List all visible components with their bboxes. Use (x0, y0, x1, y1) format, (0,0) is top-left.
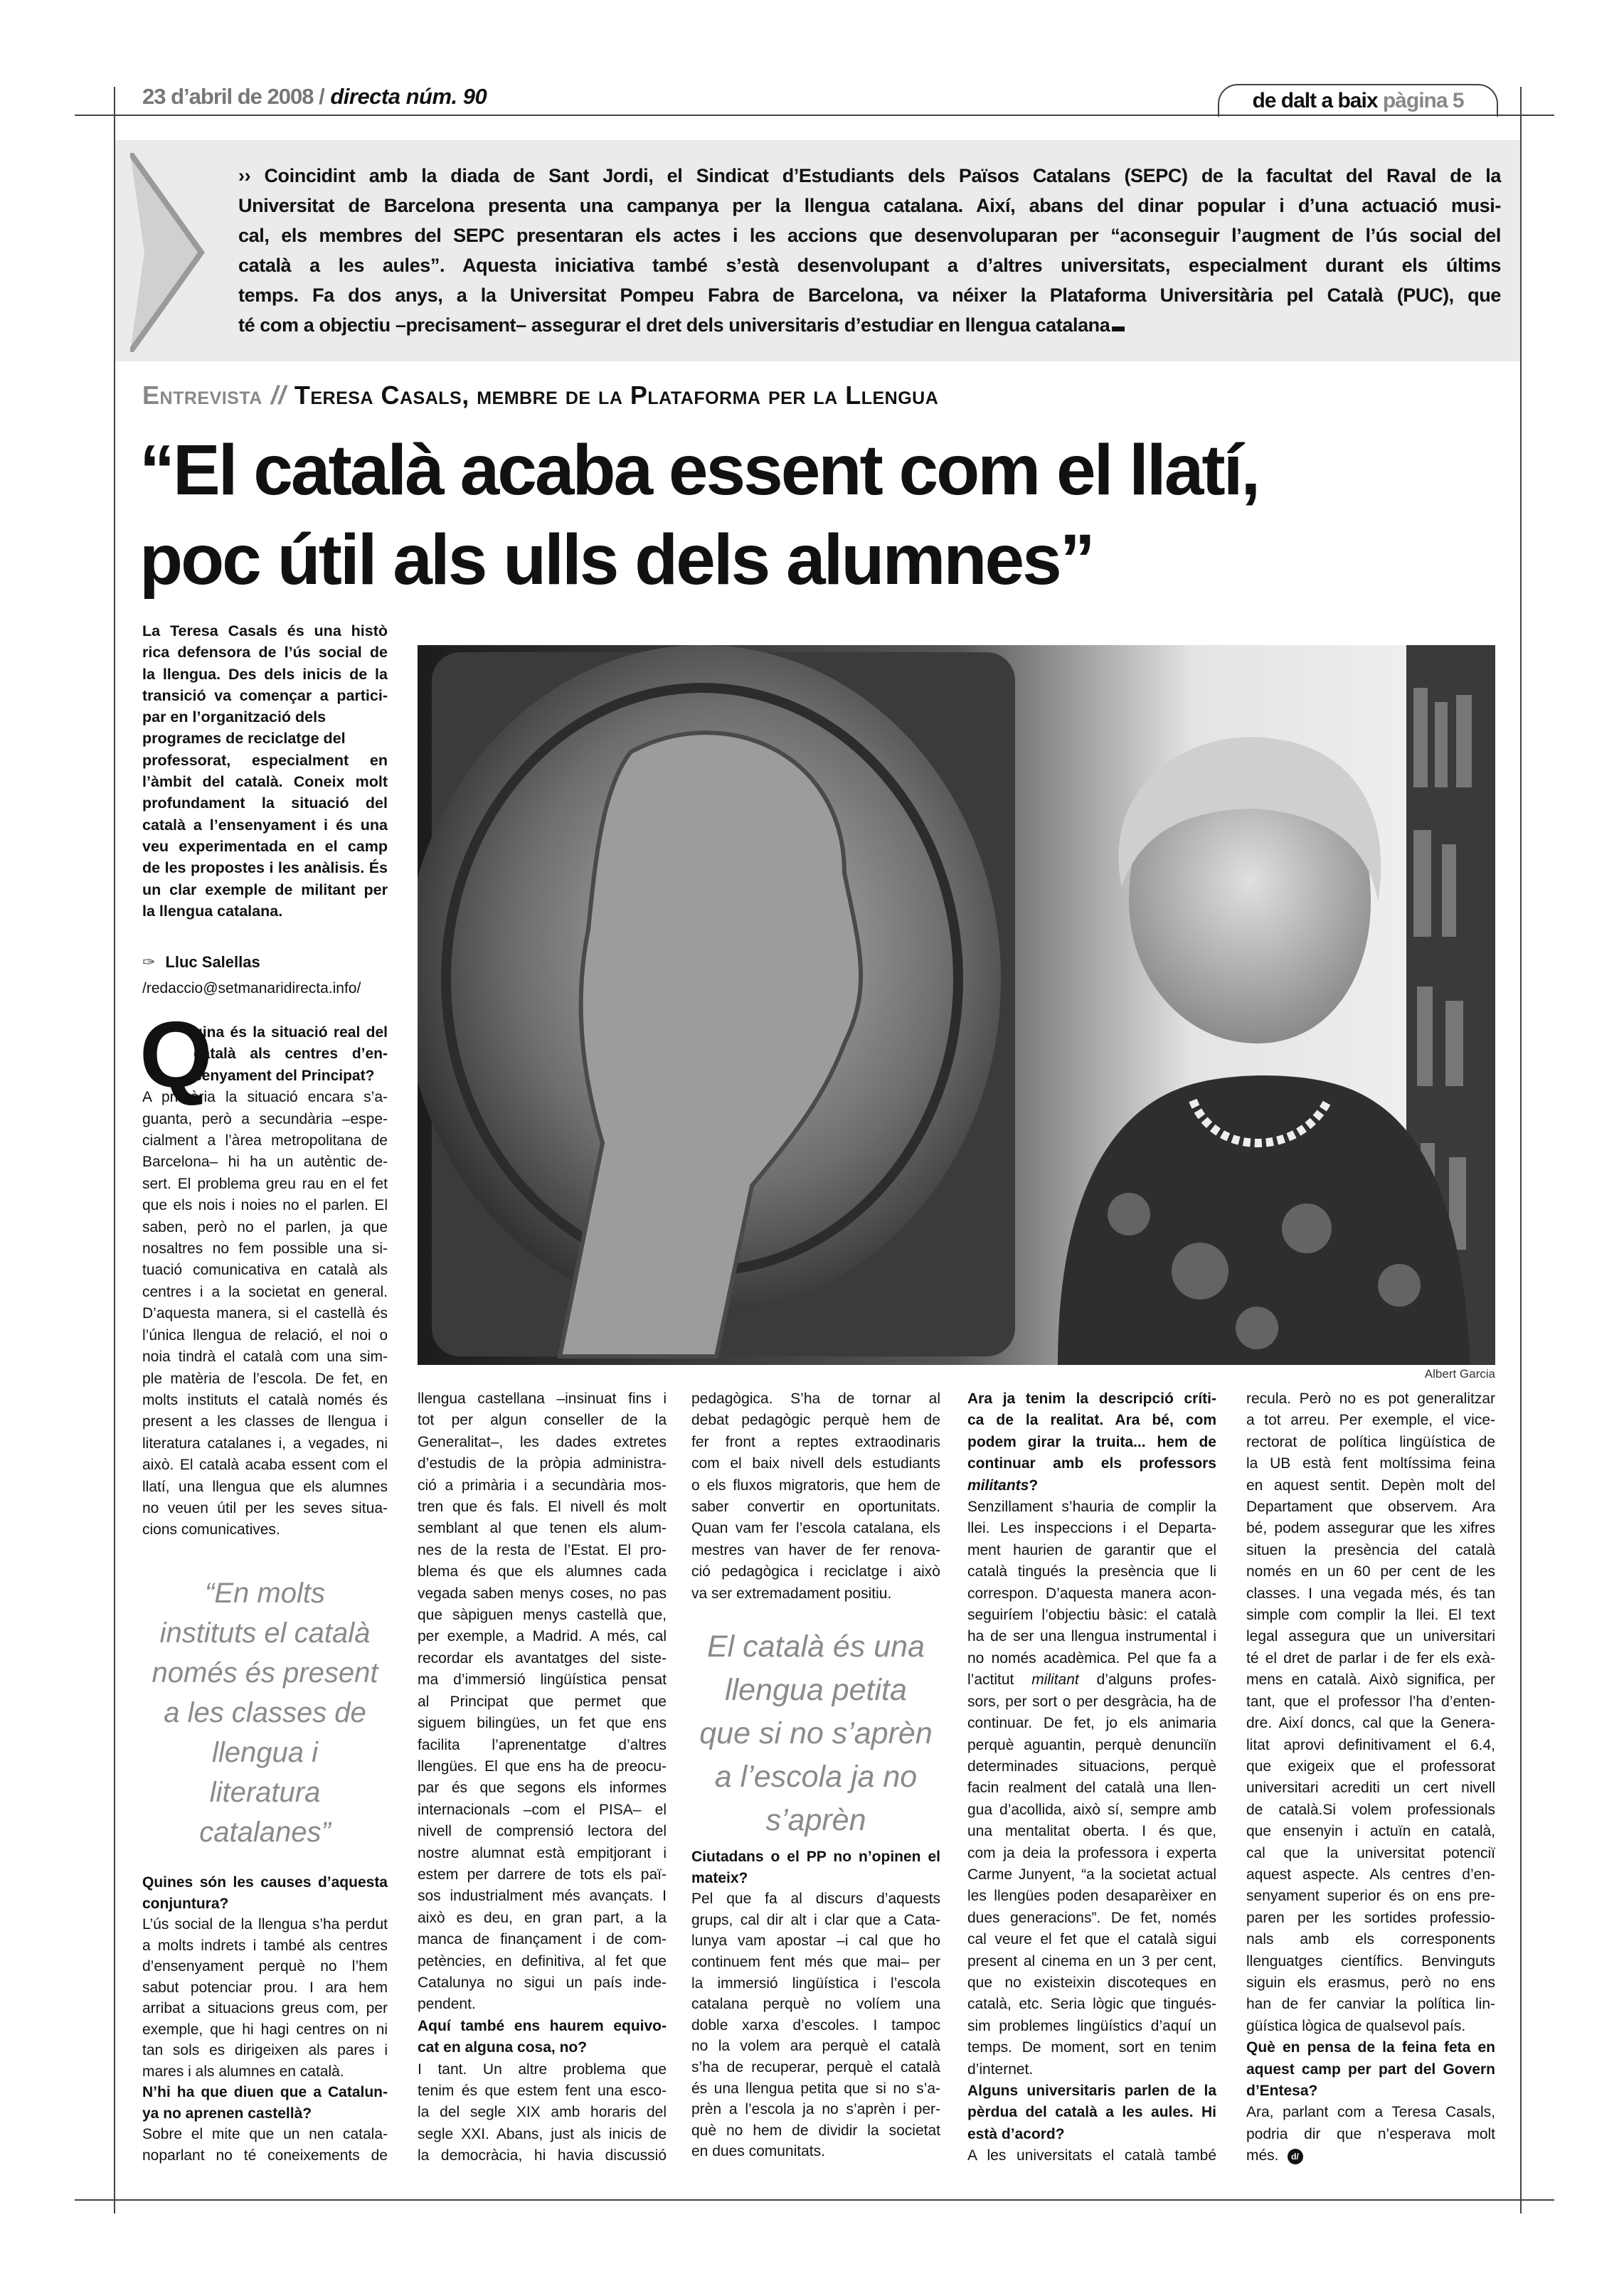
text-line: una mentalitat oberta. I és que, (967, 1823, 1216, 1840)
text-line: la llengua. Des dels inicis de la (142, 665, 388, 683)
text-line: rica defensora de l’ús social de (142, 644, 388, 661)
text-line: A les universitats el català també (967, 2147, 1216, 2164)
text-line: professorat, especialment en (142, 751, 388, 769)
footer-rule (75, 2199, 1554, 2201)
headline-line-1: “El català acaba essent com el llatí, (139, 430, 1259, 510)
text-line: en dues comunitats. (691, 2143, 825, 2160)
pull-quote-line: s’aprèn (765, 1803, 866, 1837)
pull-quote-line: catalanes” (199, 1817, 331, 1848)
text-line: mares i als alumnes en català. (142, 2063, 344, 2080)
text-line: podem girar la truita... hem de (967, 1433, 1216, 1450)
text-line: guanta, però a secundària –espe- (142, 1110, 388, 1127)
text-line: ›› Coincidint amb la diada de Sant Jordi, el Sindicat d’Estudiants dels Països Catalans (SEPC) de la facultat del Raval de la (238, 165, 1501, 186)
interview-answer (1246, 1388, 1495, 2037)
issue-date: 23 d’abril de 2008 / (142, 84, 324, 109)
text-line: militants? (967, 1477, 1039, 1494)
text-line: un clar exemple de militant per (142, 881, 388, 898)
italic-term: militants (967, 1477, 1029, 1494)
text-line: han de fer canviar la política lin- (1246, 1996, 1495, 2013)
text-line: això es deu, en gran part, a la (418, 1909, 667, 1926)
interview-question (1246, 2037, 1495, 2102)
pull-quote-line: “En molts (205, 1578, 325, 1609)
right-margin-rule (1520, 87, 1522, 2213)
text-line: manca de finançament i de com- (418, 1931, 667, 1948)
text-line: aquest camp per part del Govern (1246, 2061, 1495, 2078)
text-line: pedagògica. S’ha de tornar al (691, 1391, 940, 1407)
text-line: veu experimentada en el camp (142, 837, 388, 855)
text-line: això. El català acaba essent com el (142, 1457, 388, 1474)
author-name: Lluc Salellas (165, 953, 260, 971)
text-line: lunya vam apostar –i cal que ho (691, 1933, 940, 1950)
column-2 (418, 1388, 667, 2167)
column-1-bottom (142, 1872, 388, 2166)
pull-quote-line: a les classes de (164, 1697, 366, 1728)
text-line: Pel que fa al discurs d’aquests (691, 1891, 940, 1908)
text-line: l’actitut militant d’alguns profes- (967, 1671, 1216, 1689)
text-line: que exigeix que el professorat (1246, 1758, 1495, 1775)
text-line: debat pedagògic perquè hem de (691, 1412, 940, 1429)
text-line: Quan vam fer l’escola catalana, els (691, 1520, 940, 1537)
text-line: no només acadèmica. Pel que fa a (967, 1649, 1216, 1667)
interview-question (691, 1846, 940, 1888)
headline-line-2: poc útil als ulls dels alumnes” (139, 520, 1093, 600)
text-line: d’ensenyament perquè no l’hem (142, 1958, 388, 1975)
text-line: ma d’immersió lingüística pensat (418, 1671, 667, 1689)
kicker-section: Entrevista (142, 381, 262, 410)
column-4 (967, 1388, 1216, 2167)
text-line: com ja deia la professora i experta (967, 1844, 1216, 1861)
interview-answer (1246, 2102, 1495, 2167)
text-line: Ara, parlant com a Teresa Casals, (1246, 2104, 1495, 2121)
text-line: grups, cal dir alt i clar que a Cata- (691, 1911, 940, 1928)
text-line: català a l’ensenyament i és una (142, 816, 388, 834)
interview-question (418, 2016, 667, 2059)
text-line: recula. Però no es pot generalitzar (1246, 1391, 1495, 1407)
text-line: o els fluxos migratoris, que hem de (691, 1477, 940, 1494)
text-line: en aquest sentit. Depèn molt del (1246, 1477, 1495, 1494)
text-line: continuar. De fet, jo els animaria (967, 1715, 1216, 1732)
text-line: petències, en definitiva, al fet que (418, 1952, 667, 1970)
interview-question (142, 2082, 388, 2124)
pull-quote-2 (684, 1625, 948, 1842)
text-line: Aquí també ens haurem equivo- (418, 2017, 667, 2034)
text-line: güística lògica de qualsevol país. (1246, 2017, 1466, 2034)
text-line: exemple, que hi hagi centres on ni (142, 2021, 388, 2038)
text-line: l’àmbit del català. Coneix molt (142, 773, 388, 791)
text-line: continuem fent més que mai– per (691, 1953, 940, 1970)
text-line: que sàpiguen menys castellà que, (418, 1607, 667, 1624)
text-line: és una llengua petita que si no s’a- (691, 2080, 940, 2097)
text-line: català a les aules”. Aquesta iniciativa també s’està desenvolupant a d’altres universitats, especialment durant els últims (238, 255, 1501, 276)
text-line: aquest aspecte. Als centres d’en- (1246, 1866, 1495, 1883)
text-line: ció pedagògica i reciclatge i això (691, 1563, 940, 1580)
text-line: no veuen útil per les seves situa- (142, 1499, 388, 1516)
text-line: que ensenyin i actuïn en català, (1246, 1823, 1495, 1840)
text-line: la immersió lingüística i l’escola (691, 1975, 940, 1992)
interview-question (142, 1872, 388, 1914)
text-line: llengua castellana –insinuat fins i (418, 1391, 667, 1407)
text-line: Senzillament s’hauria de complir la (967, 1499, 1216, 1516)
text-line: present a les classes de llengua i (142, 1413, 388, 1430)
text-line: la del segle XIX amb horaris del (418, 2104, 667, 2121)
interview-photo (418, 645, 1495, 1365)
text-line: tot per algun conseller de la (418, 1412, 667, 1429)
text-line: no la volem ara perquè el català (691, 2038, 940, 2055)
text-line: al Principat que permet que (418, 1693, 667, 1710)
text-line: dre. Així doncs, cal que la Genera- (1246, 1715, 1495, 1732)
text-line: facilita l’aprenentatge d’altres (418, 1736, 667, 1753)
text-line: par en l’organització dels (142, 708, 327, 726)
pull-quote-line: El català és una (707, 1630, 925, 1664)
text-line: Ciutadans o el PP no n’opinen el (691, 1849, 940, 1865)
text-line: ha de ser una llengua instrumental i (967, 1628, 1216, 1645)
text-line: tuació comunicativa en català als (142, 1262, 388, 1279)
text-line: N’hi ha que diuen que a Catalun- (142, 2084, 388, 2100)
text-line: doble xarxa d’escoles. I tampoc (691, 2016, 940, 2034)
text-line: com el baix nivell dels estudiants (691, 1455, 940, 1472)
intro-paragraph (238, 161, 1501, 340)
text-line: seguiríem l’objectiu bàsic: el català (967, 1607, 1216, 1624)
text-line: tren que és fals. El nivell és molt (418, 1499, 667, 1516)
text-line: classes. I una vegada més, és tan (1246, 1585, 1495, 1602)
text-line: Alguns universitaris parlen de la (967, 2083, 1216, 2099)
text-line: mateix? (691, 1869, 748, 1886)
pull-quote-line: llengua petita (725, 1673, 907, 1707)
kicker (142, 381, 938, 410)
text-line: estem per darrere de tots els paï- (418, 1866, 667, 1883)
standfirst (142, 620, 388, 922)
text-line: fer front a reptes extraodinaris (691, 1433, 940, 1450)
interview-answer (967, 2145, 1216, 2167)
interview-answer (418, 2059, 667, 2167)
interview-answer (418, 1388, 667, 2016)
text-line: ment haurien de garantir que el (967, 1541, 1216, 1558)
text-line: internacionals –com el PISA– el (418, 1801, 667, 1818)
text-line: pèrdua del català a les aules. Hi (967, 2104, 1216, 2121)
interview-answer (142, 1087, 388, 1541)
text-line: facin realment del català una llen- (967, 1780, 1216, 1797)
text-line: Barcelona– hi ha un autèntic de- (142, 1154, 388, 1171)
pull-quote-line: llengua i (211, 1737, 318, 1768)
text-line: mens en català. Això significa, per (1246, 1671, 1495, 1689)
text-line: senyament superior és on ens pre- (1246, 1888, 1495, 1905)
text-line: blema és que els alumnes cada (418, 1563, 667, 1580)
text-line: cal que la universitat potenciï (1246, 1844, 1495, 1861)
kicker-subject: Teresa Casals, membre de la Plataforma per la Llengua (294, 381, 939, 410)
text-line: noparlant no té coneixements de (142, 2147, 388, 2164)
text-line: cions comunicatives. (142, 1521, 280, 1538)
text-line: transició va començar a partici- (142, 686, 388, 704)
text-line: saben, però no el parlen, ja que (142, 1218, 388, 1235)
text-line: tant, que el professor l’ha d’enten- (1246, 1693, 1495, 1710)
pen-nib-icon: ✑ (142, 953, 156, 971)
text-line: molts instituts el català només és (142, 1391, 388, 1408)
text-line: llei. Les inspeccions i el Departa- (967, 1520, 1216, 1537)
text-line: nosaltres no fem possible una si- (142, 1240, 388, 1258)
text-line: ple matèria de l’escola. De fet, en (142, 1370, 388, 1387)
text-line: cialment a l’àrea metropolitana de (142, 1132, 388, 1149)
headline (139, 425, 1505, 605)
page-header-left (142, 84, 487, 110)
text-line: gua d’acollida, això sí, sempre amb (967, 1801, 1216, 1818)
text-line: profundament la situació del (142, 794, 388, 812)
byline (142, 953, 260, 972)
interview-answer (142, 1914, 388, 2082)
text-line: Universitat de Barcelona presenta una campanya per la llengua catalana. Així, abans del dinar popular i d’una actuació musi- (238, 195, 1501, 216)
pull-quote-line: només és present (152, 1657, 378, 1689)
text-line: sos industrialment més avançats. I (418, 1888, 667, 1905)
pull-quote-1 (135, 1573, 395, 1852)
text-line: ció a primària i a secundària mos- (418, 1477, 667, 1494)
text-line: mestres van haver de fer renova- (691, 1541, 940, 1558)
column-1-top (142, 1022, 388, 1541)
text-line: llatí, una llengua que els alumnes (142, 1478, 388, 1495)
pull-quote-line: que si no s’aprèn (699, 1716, 933, 1750)
text-line: Què en pensa de la feina feta en (1246, 2039, 1495, 2056)
text-line: arribat a situacions greus com, per (142, 2000, 388, 2016)
text-line: Departament que observem. Ara (1246, 1499, 1495, 1516)
text-line: català, etc. Seria lògic que tingués- (967, 1996, 1216, 2013)
text-line: podria dir que n’esperava molt (1246, 2125, 1495, 2142)
text-line: simple com complir la llei. El text (1246, 1607, 1495, 1624)
author-email: /redaccio@setmanaridirecta.info/ (142, 980, 361, 996)
text-line: cal, els membres del SEPC presentaran els actes i les accions que desenvoluparan per “aconseguir l’augment de l’ús social del (238, 225, 1501, 246)
text-line: de català.Si volem professionals (1246, 1801, 1495, 1818)
text-line: està d’acord? (967, 2125, 1065, 2142)
text-line: que no existeixin discoteques en (967, 1974, 1216, 1991)
text-line: legal assegura que un universitari (1246, 1628, 1495, 1645)
column-3-top (691, 1388, 940, 1605)
text-line: centres i a la societat en general. (142, 1283, 388, 1300)
text-line: temps. De moment, sort en tenim (967, 2039, 1216, 2056)
drop-cap: Q (139, 1002, 213, 1107)
text-line: nals amb els corresponents (1246, 1931, 1495, 1948)
text-line: ya no aprenen castellà? (142, 2105, 312, 2122)
text-line: nivell de comprensió lectora del (418, 1823, 667, 1840)
text-line: què no hem de dividir la societat (691, 2122, 940, 2139)
text-line: programes de reciclatge del (142, 730, 346, 748)
text-line: paren per les sortides professio- (1246, 1909, 1495, 1926)
text-line: català als centres d’en- (193, 1046, 388, 1063)
pull-quote-line: literatura (209, 1777, 321, 1808)
text-line: a tot arreu. Per exemple, el vice- (1246, 1412, 1495, 1429)
interview-answer (691, 1388, 940, 1605)
text-line: L’ús social de la llengua s’ha perdut (142, 1916, 388, 1933)
text-line: segle XXI. Abans, just als inicis de (418, 2125, 667, 2142)
text-line: noia tindrà el català com una sim- (142, 1349, 388, 1366)
text-line: Sobre el mite que un nen catala- (142, 2126, 388, 2142)
text-line: siguin els erasmus, però no ens (1246, 1974, 1495, 1991)
text-line: que els nois i noies no el parlen. El (142, 1197, 388, 1214)
text-line: perquè aguantin, perquè denunciïn (967, 1736, 1216, 1753)
page-number: pàgina 5 (1382, 89, 1464, 112)
text-line: s’ha de recuperar, perquè el català (691, 2058, 940, 2076)
text-line: sors, per sort o per desgràcia, ha de (967, 1693, 1216, 1710)
text-line: sabut potenciar prou. I ara hem (142, 1979, 388, 1996)
text-line: tan sols es dirigeixen als pares i (142, 2042, 388, 2058)
text-line: Generalitat–, les dades extretes (418, 1433, 667, 1450)
text-line: litat aprovi definitivament el 6.4, (1246, 1736, 1495, 1753)
pull-quote-line: a l’escola ja no (714, 1760, 918, 1794)
text-line: continuar amb els professors (967, 1455, 1216, 1472)
text-line: temps. Fa dos anys, a la Universitat Pompeu Fabra de Barcelona, va néixer la Plataforma Universitària pel Català (PUC), que (238, 285, 1501, 306)
text-line: a molts indrets i també als centres (142, 1937, 388, 1954)
text-line: rectorat de política lingüística de (1246, 1433, 1495, 1450)
text-line: la llengua catalana. (142, 902, 283, 920)
text-line: té el dret de parlar i de fer els exà- (1246, 1649, 1495, 1667)
column-5 (1246, 1388, 1495, 2167)
interview-answer (142, 2124, 388, 2166)
text-line: D’aquesta manera, si el castellà és (142, 1305, 388, 1322)
kicker-separator: // (270, 381, 286, 410)
section-tab (1218, 84, 1498, 117)
text-line: sim problemes lingüístics d’aquí un (967, 2017, 1216, 2034)
text-line: siguem bilingües, un fet que ens (418, 1715, 667, 1732)
text-line: la democràcia, hi havia discussió (418, 2147, 667, 2164)
text-line: prèn a l’escola ja no s’aprèn i per- (691, 2101, 940, 2118)
text-line: pendent. (418, 1996, 476, 2013)
text-line: correspon. D’aquesta manera acon- (967, 1585, 1216, 1602)
interview-question (142, 1022, 388, 1087)
text-line: per exemple, a Madrid. A més, cal (418, 1628, 667, 1645)
chevron-right-icon (130, 153, 208, 352)
text-line: nes de la resta de l’Estat. El pro- (418, 1541, 667, 1558)
text-line: va ser extremadament positiu. (691, 1585, 892, 1602)
text-line: literatura catalanes i, a vegades, ni (142, 1435, 388, 1452)
section-name: de dalt a baix (1252, 89, 1378, 112)
text-line: vegada saben menys coses, no pas (418, 1585, 667, 1602)
text-line: situen la presència del català (1246, 1541, 1495, 1558)
text-line: semblant al que tenen els alum- (418, 1520, 667, 1537)
text-line: uina és la situació real del (193, 1024, 388, 1041)
text-line: saber convertir en oportunitats. (691, 1499, 940, 1516)
text-line: dues generacions”. De fet, només (967, 1909, 1216, 1926)
text-line: la UB està fent moltíssima feina (1246, 1455, 1495, 1472)
text-line: recordar els avantatges del siste- (418, 1649, 667, 1667)
text-line: té com a objectiu –precisament– assegurar el dret dels universitaris d’estudiar en llengua catalana (238, 310, 1501, 340)
text-line: A primària la situació encara s’a- (142, 1089, 388, 1106)
end-mark (1112, 326, 1125, 331)
text-line: present al cinema en un 3 per cent, (967, 1952, 1216, 1970)
left-margin-rule (114, 87, 115, 2213)
text-line: La Teresa Casals és una histò (142, 622, 388, 639)
text-line: tenim és que estem fent una esco- (418, 2083, 667, 2099)
text-line: Quines són les causes d’aquesta (142, 1874, 388, 1891)
text-line: d’Entesa? (1246, 2083, 1318, 2099)
text-line: Ara ja tenim la descripció críti- (967, 1391, 1216, 1407)
pull-quote-line: instituts el català (159, 1617, 371, 1649)
interview-question (967, 2080, 1216, 2145)
text-line: més. d/ (1246, 2145, 1495, 2167)
text-line: catalana perquè no volíem una (691, 1996, 940, 2013)
interview-answer (967, 1497, 1216, 2080)
text-line: llenguatges científics. Benvinguts (1246, 1952, 1495, 1970)
text-line: de les propostes i les anàlisis. És (142, 859, 388, 877)
column-3-bottom (691, 1846, 940, 2162)
text-line: Catalunya no sigui un país inde- (418, 1974, 667, 1991)
text-line: d’estudis de la pròpia administra- (418, 1455, 667, 1472)
issue-number: directa núm. 90 (330, 84, 487, 109)
text-line: llengües. El que ens ha de preocu- (418, 1758, 667, 1775)
text-line: català tingués la presència que li (967, 1563, 1216, 1580)
text-line: universitari acrediti un cert nivell (1246, 1780, 1495, 1797)
text-line: Carme Junyent, “a la societat actual (967, 1866, 1216, 1883)
text-line: l’única llengua de relació, el noi o (142, 1327, 388, 1344)
text-line: cat en alguna cosa, no? (418, 2039, 588, 2056)
text-line: sert. El problema greu rau en el fet (142, 1175, 388, 1192)
interview-question (967, 1388, 1216, 1497)
text-line: només en un 60 per cent de les (1246, 1563, 1495, 1580)
directa-logo-icon: d/ (1288, 2149, 1303, 2164)
text-line: cal veure el fet que el català sigui (967, 1931, 1216, 1948)
text-line: senyament del Principat? (193, 1067, 375, 1084)
text-line: conjuntura? (142, 1895, 229, 1912)
text-line: nostre alumnat està empitjorant i (418, 1844, 667, 1861)
interview-answer (691, 1888, 940, 2162)
text-line: bé, podem assegurar que les xifres (1246, 1520, 1495, 1537)
photo-credit: Albert Garcia (1424, 1367, 1495, 1381)
text-line: ca de la realitat. Ara bé, com (967, 1412, 1216, 1429)
text-line: I tant. Un altre problema que (418, 2061, 667, 2078)
text-line: d’internet. (967, 2061, 1034, 2078)
text-line: par és que segons els informes (418, 1780, 667, 1797)
italic-term: militant (1031, 1671, 1079, 1689)
text-line: les llengües poden desaparèixer en (967, 1888, 1216, 1905)
text-line: determinades situacions, perquè (967, 1758, 1216, 1775)
